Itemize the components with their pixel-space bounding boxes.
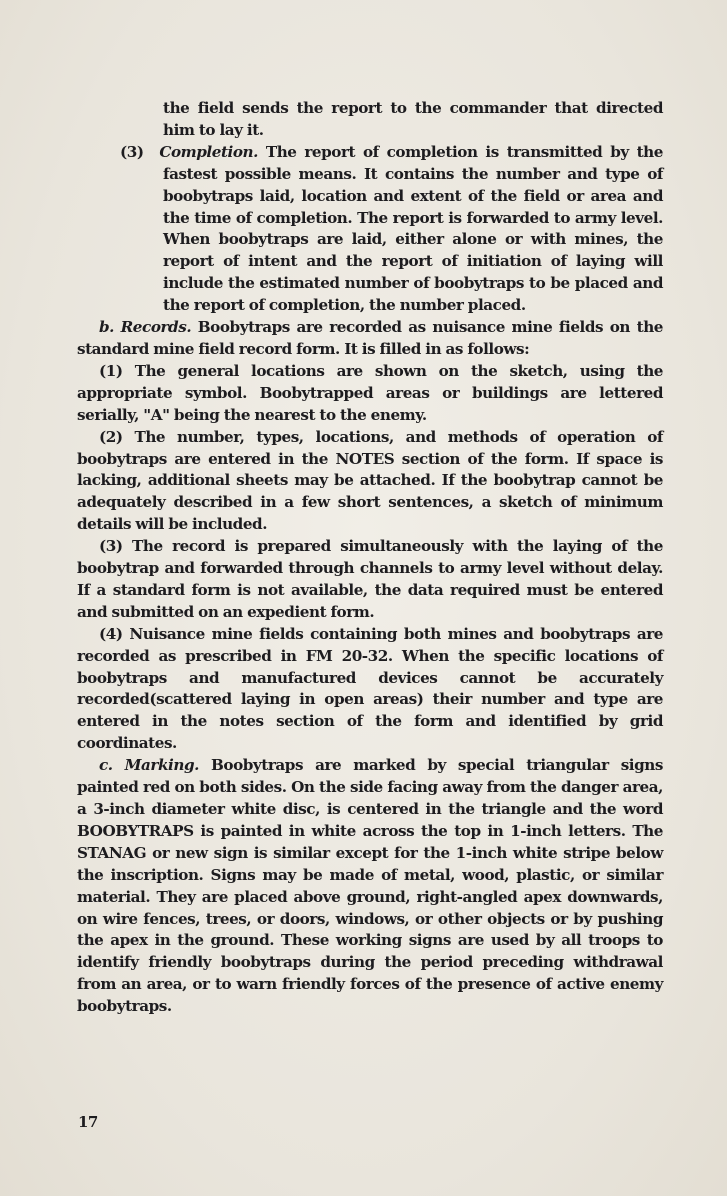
item-number: (3) [120,142,144,161]
item-number: (1) [99,361,123,380]
continuation-paragraph: the field sends the report to the commander that directed him to lay it. [163,99,663,139]
page-number: 17 [78,1113,98,1131]
item-number: (2) [99,427,123,446]
item-text: The general locations are shown on the sketch, using the appropriate symbol. Boobytrapped areas or buildings are lettered serially, "A" being the nearest to the enemy. [77,361,664,424]
item-text: Nuisance mine fields containing both mines and boobytraps are recorded as prescribed in FM 20-32. When the specific locations of boobytraps and manufactured devices cannot be accurately recorded(scattered laying in open areas) their number and type are entered in the notes section of the form and identified by grid coordinates. [77,624,663,753]
records-item-1 [77,361,663,427]
item-text: The record is prepared simultaneously with the laying of the boobytrap and forwarded through channels to army level without delay. If a standard form is not available, the data required must be entered and submitted on an expedient form. [77,537,663,621]
item-number: (3) [99,537,123,556]
records-item-3 [77,536,663,624]
item-text: The number, types, locations, and methods of operation of boobytraps are entered in the NOTES section of the form. If space is lacking, additional sheets may be attached. If the boobytrap cannot be adequately described in a few short sentences, a sketch of minimum details will be included. [77,427,663,534]
paragraph-records [77,317,663,361]
paragraph-text: The report of completion is transmitted by the fastest possible means. It contains the number and type of boobytraps laid, location and extent of the field or area and the time of completion. The report is forwarded to army level. When boobytraps are laid, either alone or with mines, the report of intent and the report of initiation of laying will include the estimated number of boobytraps to be placed and the report of completion, the number placed. [163,142,663,315]
section-title-marking: Marking. [124,756,199,775]
records-item-4 [77,624,663,755]
paragraph-text: Boobytraps are marked by special triangular signs painted red on both sides. On the side facing away from the danger area, a 3-inch diameter white disc, is centered in the triangle and the word BOOBYTRAPS is painted in white across the top in 1-inch letters. The STANAG or new sign is similar except for the 1-inch white stripe below the inscription. Signs may be made of metal, wood, plastic, or similar material. They are placed above ground, right-angled apex downwards, on wire fences, trees, or doors, windows, or other objects or by pushing the apex in the ground. These working signs are used by all troops to identify friendly boobytraps during the period preceding withdrawal from an area, or to warn friendly forces of the presence of active enemy boobytraps. [77,756,663,1016]
paragraph-text: Boobytraps are recorded as nuisance mine fields on the standard mine field record form. It is filled in as follows: [77,318,663,358]
paragraph-completion [77,142,663,317]
section-title-records: Records. [120,318,192,337]
body-text [77,98,663,1018]
section-title-completion: Completion. [159,142,258,161]
records-item-2 [77,427,663,537]
section-letter: c. [99,756,113,775]
section-letter: b. [99,318,115,337]
paragraph-marking [77,755,663,1018]
item-number: (4) [99,624,123,643]
